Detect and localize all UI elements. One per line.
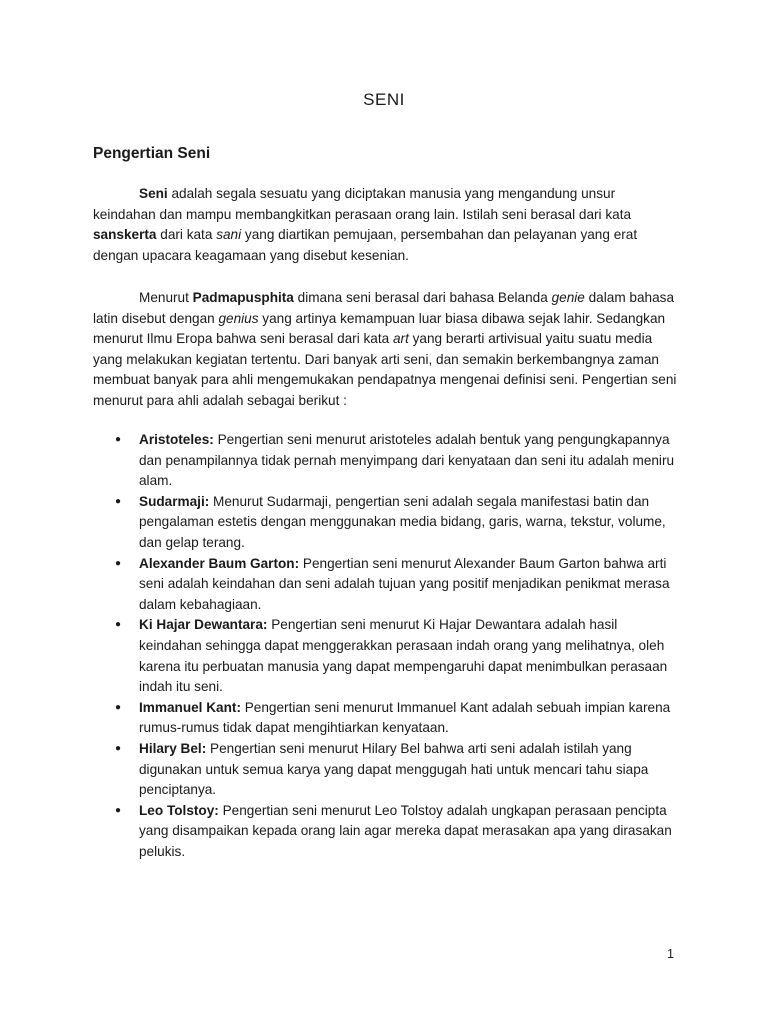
paragraph-text: dalam bahasa latin disebut dengan: [93, 290, 675, 326]
paragraph-text: yang berarti artivisual yaitu suatu media yang melakukan kegiatan tertentu. Dari banyak arti seni, dan semakin berkembangnya zaman membuat banyak para ahli mengemukakan pendapatnya mengenai definisi seni. Pengertian seni menurut para ahli adalah sebagai berikut :: [93, 331, 677, 408]
paragraph-text: adalah segala sesuatu yang diciptakan manusia yang mengandung unsur keindahan dan mampu membangkitkan perasaan orang lain. Istilah seni berasal dari kata: [93, 186, 632, 222]
paragraph-text: Menurut: [139, 290, 193, 305]
bullet-icon: ●: [115, 742, 122, 754]
list-item: [93, 615, 678, 697]
page-number: 1: [667, 947, 674, 961]
term-genie: genie: [551, 290, 585, 305]
bullet-icon: ●: [115, 804, 122, 816]
paragraph-definition: [93, 184, 678, 266]
term-seni: Seni: [139, 186, 168, 201]
bullet-icon: ●: [115, 619, 122, 631]
expert-name: Hilary Bel:: [139, 740, 207, 756]
paragraph-etymology: [93, 288, 678, 412]
document-title: SENI: [363, 90, 405, 109]
term-padmapusphita: Padmapusphita: [192, 290, 294, 305]
bullet-icon: ●: [115, 495, 122, 507]
term-genius: genius: [218, 310, 259, 326]
list-item: [93, 430, 678, 492]
list-item: [93, 554, 678, 616]
paragraph-text: yang artinya kemampuan luar biasa dibawa sejak lahir. Sedangkan menurut Ilmu Eropa bahwa seni berasal dari kata: [93, 310, 666, 347]
paragraph-text: dari kata: [156, 227, 217, 243]
list-item: [93, 492, 678, 554]
expert-definition: Pengertian seni menurut Alexander Baum Garton bahwa arti seni adalah keindahan dan seni adalah tujuan yang positif menjadikan penikmat merasa dalam kebahagiaan.: [139, 555, 670, 612]
expert-definition: Pengertian seni menurut Immanuel Kant adalah sebuah impian karena rumus-rumus tidak dapat mengihtiarkan kenyataan.: [139, 699, 671, 736]
expert-name: Alexander Baum Garton:: [139, 555, 300, 571]
list-item: [93, 739, 678, 801]
expert-definition: Pengertian seni menurut Ki Hajar Dewantara adalah hasil keindahan sehingga dapat menggerakkan perasaan indah orang yang melihatnya, oleh karena itu perbuatan manusia yang dapat mempengaruhi dapat menimbulkan perasaan indah itu seni.: [139, 617, 668, 695]
expert-definition: Pengertian seni menurut Leo Tolstoy adalah ungkapan perasaan pencipta yang disampaikan kepada orang lain agar mereka dapat merasakan apa yang dirasakan pelukis.: [139, 802, 672, 859]
expert-definition: Menurut Sudarmaji, pengertian seni adalah segala manifestasi batin dan pengalaman estetis dengan menggunakan media bidang, garis, warna, tekstur, volume, dan gelap terang.: [139, 493, 666, 550]
expert-name: Leo Tolstoy:: [139, 802, 219, 818]
expert-definition: Pengertian seni menurut aristoteles adalah bentuk yang pengungkapannya dan penampilannya tidak pernah menyimpang dari kenyataan dan seni itu adalah meniru alam.: [139, 432, 675, 489]
section-heading: Pengertian Seni: [93, 145, 211, 162]
term-sanskerta: sanskerta: [93, 227, 157, 243]
expert-name: Aristoteles:: [139, 432, 214, 447]
bullet-icon: ●: [115, 434, 122, 445]
expert-name: Sudarmaji:: [139, 493, 210, 509]
list-item: [93, 801, 678, 863]
term-sani: sani: [216, 227, 242, 243]
expert-name: Ki Hajar Dewantara:: [139, 617, 268, 633]
experts-list: [93, 430, 678, 862]
bullet-icon: ●: [115, 557, 122, 569]
paragraph-text: yang diartikan pemujaan, persembahan dan pelayanan yang erat dengan upacara keagamaan yang disebut kesenian.: [93, 227, 638, 263]
bullet-icon: ●: [115, 701, 122, 713]
term-art: art: [392, 331, 409, 347]
list-item: [93, 698, 678, 739]
paragraph-text: dimana seni berasal dari bahasa Belanda: [293, 290, 552, 305]
expert-name: Immanuel Kant:: [139, 699, 241, 715]
expert-definition: Pengertian seni menurut Hilary Bel bahwa arti seni adalah istilah yang digunakan untuk semua karya yang dapat menggugah hati untuk mencari tahu siapa penciptanya.: [139, 740, 649, 798]
